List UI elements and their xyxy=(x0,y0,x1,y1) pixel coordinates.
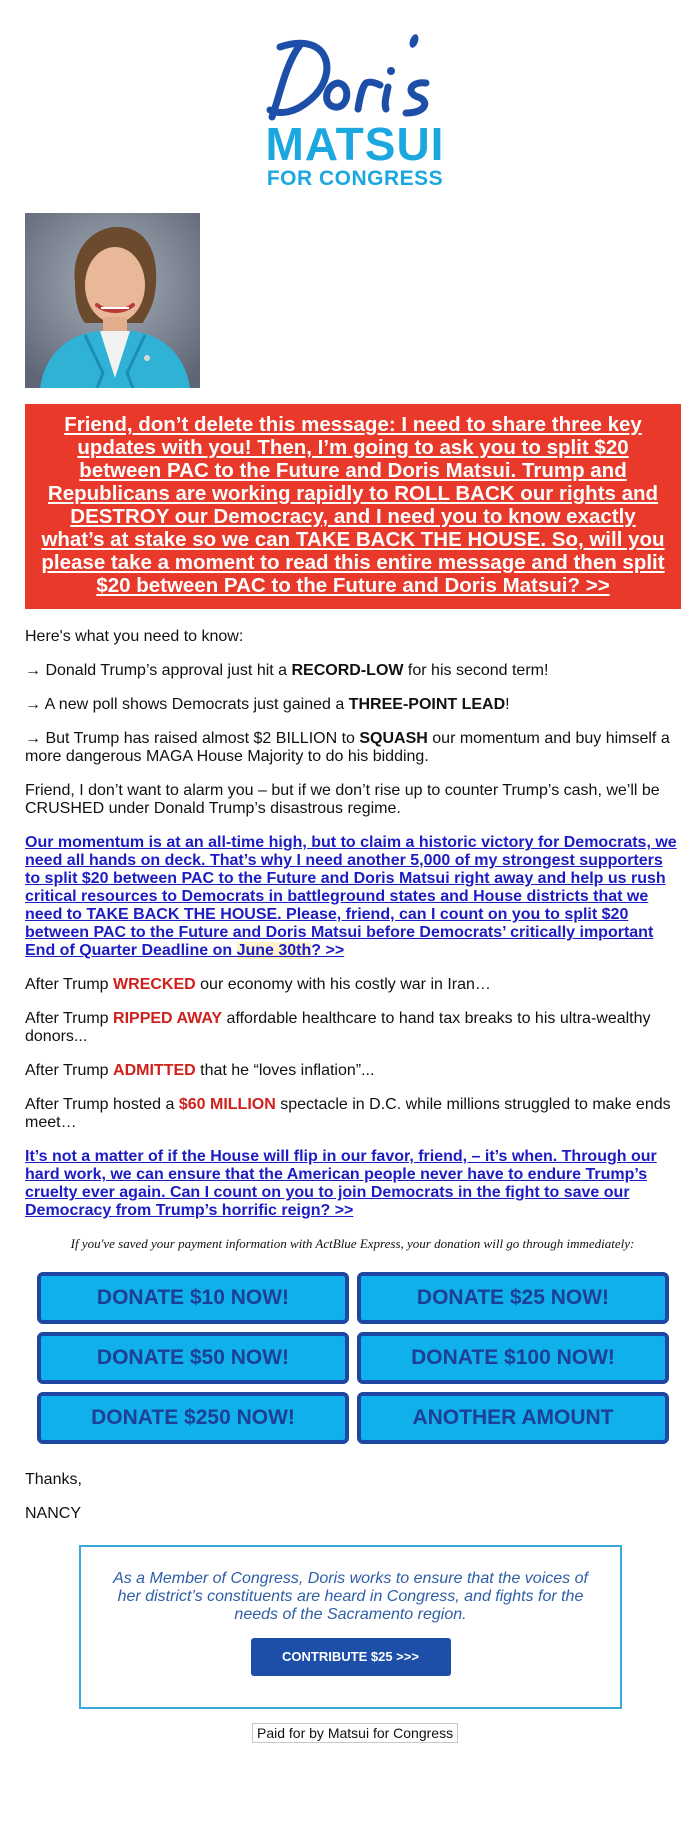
point-approval-post: for his second term! xyxy=(403,662,549,679)
headline-banner-link[interactable]: Friend, don’t delete this message: I need to share three key updates with you! Then, I’m going to ask you to split $20 between PAC to the Future and Doris Matsui. Trump and Republicans are working rapidly to ROLL BACK our rights and DESTROY our Democracy, and I need you to know exactly what’s at stake so we can TAKE BACK THE HOUSE. So, will you please take a moment to read this entire message and then split $20 between PAC to the Future and Doris Matsui? >> xyxy=(41,413,665,597)
after-spectacle-red: $60 MILLION xyxy=(178,1096,276,1113)
house-flip-paragraph xyxy=(25,1148,680,1220)
house-flip-link[interactable]: It’s not a matter of if the House will flip in our favor, friend, – it’s when. Through our hard work, we can ensure that the American people never have to endure Trump’s cruelty ever again. Can I count on you to join Democrats in the fight to save our Democracy from Trump’s horrific reign? >> xyxy=(25,1148,657,1219)
alarm-paragraph: Friend, I don’t want to alarm you – but if we don’t rise up to counter Trump’s cash, we’ll be CRUSHED under Donald Trump’s disastrous regime. xyxy=(25,782,660,817)
after-admitted-post: that he “loves inflation”... xyxy=(195,1062,375,1079)
donate-25-button[interactable]: DONATE $25 NOW! xyxy=(357,1272,669,1324)
doris-script-logo-icon xyxy=(260,25,450,125)
after-spectacle-pre: After Trump hosted a xyxy=(25,1096,179,1113)
donate-10-button[interactable]: DONATE $10 NOW! xyxy=(37,1272,349,1324)
deadline-date: June 30th xyxy=(236,942,312,959)
contribute-button[interactable]: CONTRIBUTE $25 >>> xyxy=(251,1638,451,1676)
momentum-link-text: Our momentum is at an all-time high, but to claim a historic victory for Democrats, we need all hands on deck. That’s why I need another 5,000 of my strongest supporters to split $20 between PAC to the Future and Doris Matsui right away and help us rush critical resources to Democrats in battleground states and House districts that we need to TAKE BACK THE HOUSE. Please, friend, can I count on you to split $20 between PAC to the Future and Doris Matsui before Democrats’ critically important End of Quarter Deadline on xyxy=(25,834,677,959)
point-billion-bold: SQUASH xyxy=(359,730,428,747)
donate-250-button[interactable]: DONATE $250 NOW! xyxy=(37,1392,349,1444)
momentum-paragraph xyxy=(25,834,680,960)
after-ripped-red: RIPPED AWAY xyxy=(113,1010,223,1027)
logo-tagline-text: FOR CONGRESS xyxy=(266,167,444,190)
point-billion-post: our momentum and buy himself a more dangerous MAGA House Majority to do his bidding. xyxy=(25,730,670,765)
after-spectacle xyxy=(25,1096,680,1132)
after-admitted xyxy=(25,1062,680,1080)
donate-50-button[interactable]: DONATE $50 NOW! xyxy=(37,1332,349,1384)
point-billion-pre: → But Trump has raised almost $2 BILLION to xyxy=(25,730,360,747)
signoff-name: NANCY xyxy=(25,1505,82,1522)
after-spectacle-post: spectacle in D.C. while millions struggled to make ends meet… xyxy=(25,1096,671,1131)
actblue-note: If you've saved your payment information with ActBlue Express, your donation will go through immediately: xyxy=(70,1236,635,1251)
logo-name-text: MATSUI xyxy=(265,118,445,170)
point-poll-post: ! xyxy=(505,696,510,713)
point-poll xyxy=(25,696,680,714)
headline-banner xyxy=(25,404,681,609)
after-admitted-pre: After Trump xyxy=(25,1062,114,1079)
after-wrecked-post: our economy with his costly war in Iran… xyxy=(195,976,491,993)
point-approval-pre: → Donald Trump’s approval just hit a xyxy=(25,662,292,679)
momentum-link-end: ? >> xyxy=(311,942,345,959)
momentum-link[interactable] xyxy=(25,834,677,959)
point-billion xyxy=(25,730,680,766)
point-poll-pre: → A new poll shows Democrats just gained a xyxy=(25,696,349,713)
portrait-photo xyxy=(25,213,200,388)
after-admitted-red: ADMITTED xyxy=(113,1062,196,1079)
after-wrecked-pre: After Trump xyxy=(25,976,114,993)
point-poll-bold: THREE-POINT LEAD xyxy=(348,696,506,713)
after-ripped-post: affordable healthcare to hand tax breaks to his ultra-wealthy donors... xyxy=(25,1010,651,1045)
signoff-thanks: Thanks, xyxy=(25,1471,82,1488)
campaign-logo xyxy=(255,25,455,195)
after-wrecked xyxy=(25,976,680,994)
intro-text: Here's what you need to know: xyxy=(25,628,244,645)
donate-100-button[interactable]: DONATE $100 NOW! xyxy=(357,1332,669,1384)
point-approval-bold: RECORD-LOW xyxy=(291,662,404,679)
footer-text: As a Member of Congress, Doris works to ensure that the voices of her district’s constituents are heard in Congress, and fights for the needs of the Sacramento region. xyxy=(113,1570,588,1623)
portrait-image-icon xyxy=(25,213,200,388)
after-wrecked-red: WRECKED xyxy=(113,976,196,993)
paid-for-disclaimer: Paid for by Matsui for Congress xyxy=(252,1723,458,1743)
point-approval xyxy=(25,662,680,680)
another-amount-button[interactable]: ANOTHER AMOUNT xyxy=(357,1392,669,1444)
footer-box xyxy=(79,1545,622,1709)
after-ripped xyxy=(25,1010,680,1046)
after-ripped-pre: After Trump xyxy=(25,1010,114,1027)
